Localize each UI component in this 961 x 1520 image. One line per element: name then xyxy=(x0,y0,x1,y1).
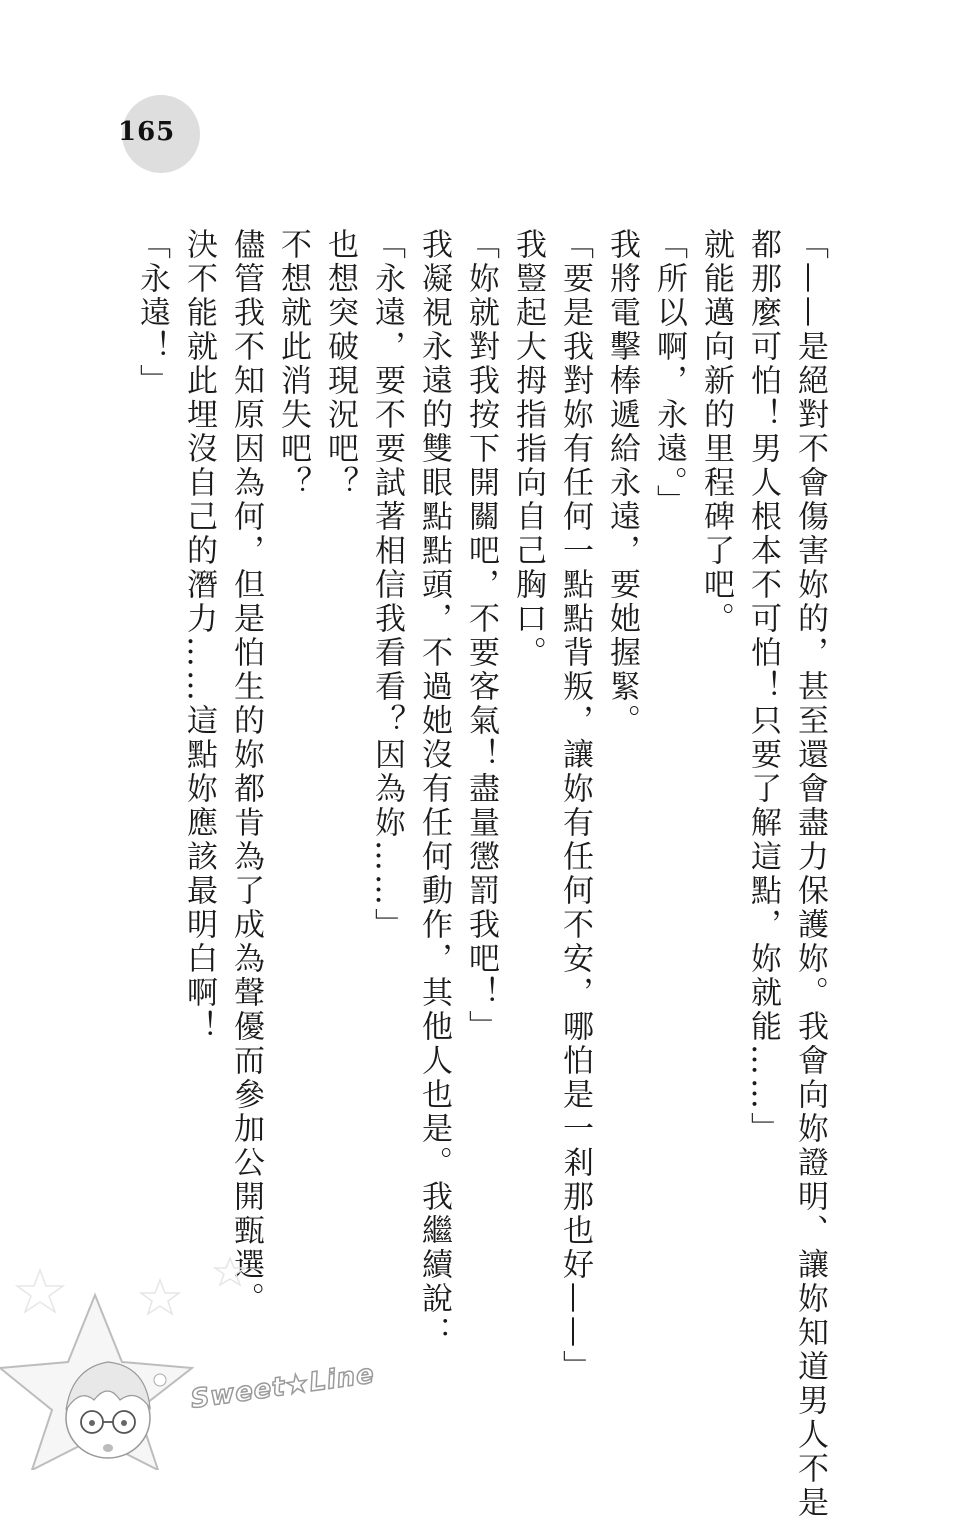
paragraph: 就能邁向新的里程碑了吧。 xyxy=(698,228,734,636)
paragraph: 「永遠！」 xyxy=(134,228,170,398)
paragraph: 我凝視永遠的雙眼點點頭，不過她沒有任何動作，其他人也是。我繼續說： xyxy=(416,228,452,1350)
paragraph: 我將電擊棒遞給永遠，要她握緊。 xyxy=(604,228,640,738)
paragraph: 「所以啊，永遠。」 xyxy=(651,228,687,519)
paragraph: 「——是絕對不會傷害妳的，甚至還會盡力保護妳。我會向妳證明、讓妳知道男人不是 xyxy=(792,228,828,1520)
series-title: Sweet★Line xyxy=(188,1359,377,1415)
paragraph: 「妳就對我按下開關吧，不要客氣！盡量懲罰我吧！」 xyxy=(463,228,499,1044)
paragraph: 儘管我不知原因為何，但是怕生的妳都肯為了成為聲優而參加公開甄選。 xyxy=(228,228,264,1316)
page-number-badge xyxy=(118,95,200,177)
paragraph: 「要是我對妳有任何一點點背叛，讓妳有任何不安，哪怕是一剎那也好——」 xyxy=(557,228,593,1384)
paragraph: 不想就此消失吧？ xyxy=(275,228,311,500)
paragraph: 「永遠，要不要試著相信我看看？因為妳……」 xyxy=(369,228,405,942)
star-girl-emblem-icon xyxy=(0,1250,400,1470)
paragraph: 也想突破現況吧？ xyxy=(322,228,358,500)
paragraph: 我豎起大拇指指向自己胸口。 xyxy=(510,228,546,670)
page-number: 165 xyxy=(118,117,176,147)
paragraph: 決不能就此埋沒自己的潛力……這點妳應該最明白啊！ xyxy=(181,228,217,1044)
paragraph: 都那麼可怕！男人根本不可怕！只要了解這點，妳就能……」 xyxy=(745,228,781,1146)
